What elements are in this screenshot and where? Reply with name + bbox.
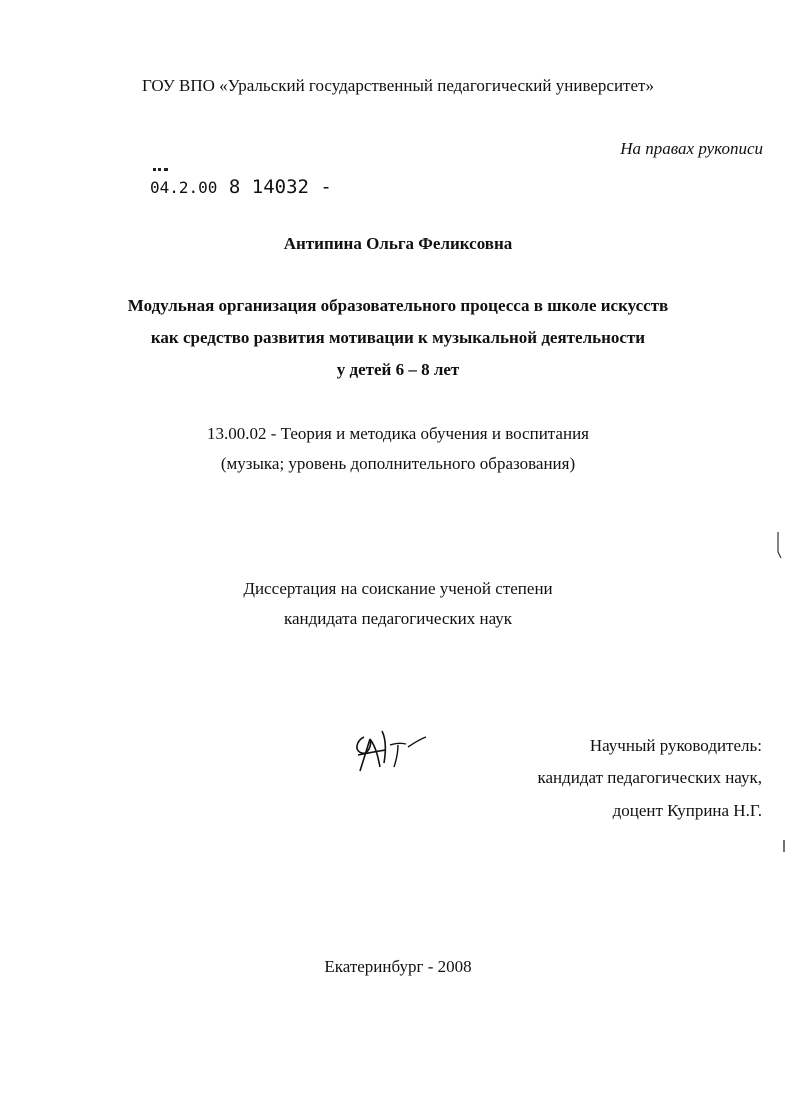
supervisor-degree: кандидат педагогических наук, [537,768,762,787]
registration-stamp [150,176,332,199]
supervisor-name: доцент Куприна Н.Г. [612,801,762,820]
stamp-mark-icon [153,167,169,172]
margin-scan-mark [776,532,782,558]
thesis-title-line-3: у детей 6 – 8 лет [336,360,460,379]
stamp-dash: - [320,176,332,198]
margin-scan-mark-2 [782,840,786,852]
supervisor-label: Научный руководитель: [589,736,762,755]
dissertation-degree-line-1: Диссертация на соискание ученой степени [243,579,553,598]
stamp-prefix: 04.2.00 [150,178,218,197]
thesis-title-line-2: как средство развития мотивации к музыкальной деятельности [150,328,646,347]
specialty-code-line: 13.00.02 - Теория и методика обучения и воспитания [206,424,589,443]
thesis-title-line-1: Модульная организация образовательного процесса в школе искусств [127,296,669,315]
stamp-number: 8 14032 [228,176,309,198]
author-name: Антипина Ольга Феликсовна [283,234,513,253]
manuscript-rights-note: На правах рукописи [620,139,763,158]
specialty-detail-line: (музыка; уровень дополнительного образования) [220,454,576,473]
dissertation-degree-line-2: кандидата педагогических наук [283,609,513,628]
institution-name: ГОУ ВПО «Уральский государственный педагогический университет» [142,76,654,95]
handwritten-signature-icon [350,717,430,773]
city-and-year: Екатеринбург - 2008 [324,957,472,976]
